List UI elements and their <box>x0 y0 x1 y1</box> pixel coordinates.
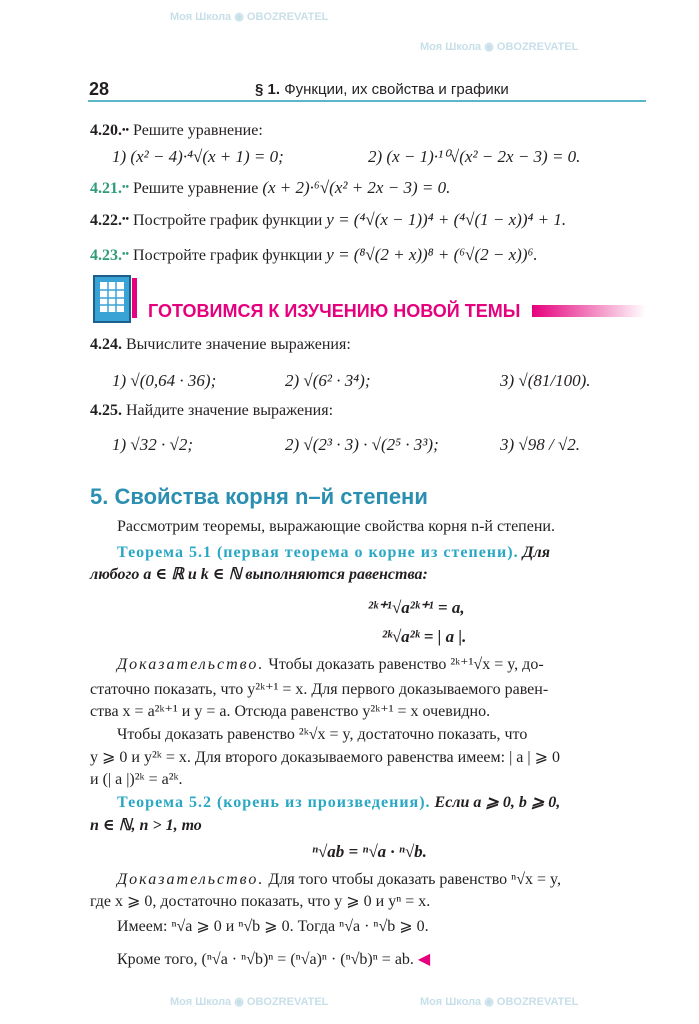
exercise-4-20-item-2: 2) (x − 1)·¹⁰√(x² − 2x − 3) = 0. <box>368 147 581 166</box>
theorem-5-2-statement: n ∈ ℕ, n > 1, то <box>90 817 202 834</box>
watermark: Моя Школа ◉ OBOZREVATEL <box>170 996 329 1008</box>
exercise-4-23: 4.23.•• Постройте график функции y = (⁸√(2 + x))⁸ + (⁶√(2 − x))⁶. <box>90 245 538 264</box>
theorem-5-2-formula: ⁿ√ab = ⁿ√a · ⁿ√b. <box>312 842 427 861</box>
watermark: Моя Школа ◉ OBOZREVATEL <box>420 996 579 1008</box>
proof-2-line: Кроме того, (ⁿ√a · ⁿ√b)ⁿ = (ⁿ√a)ⁿ · (ⁿ√b)ⁿ = ab. ◀ <box>117 951 431 968</box>
proof-1-line: статочно показать, что y²ᵏ⁺¹ = x. Для первого доказываемого равен- <box>90 681 549 698</box>
exercise-4-25: 4.25. Найдите значение выражения: <box>90 402 334 419</box>
proof-1-line: Чтобы доказать равенство ²ᵏ√x = y, достаточно показать, что <box>117 726 528 743</box>
running-header: § 1. Функции, их свойства и графики <box>255 81 509 98</box>
exercise-4-24-item-1: 1) √(0,64 · 36); <box>112 371 217 390</box>
proof-1-line: y ⩾ 0 и y²ᵏ = x. Для второго доказываемого равенства имеем: | a | ⩾ 0 <box>90 749 561 766</box>
page-number: 28 <box>89 79 110 99</box>
theorem-5-1-header: Теорема 5.1 (первая теорема о корне из степени). Для <box>117 544 550 561</box>
exercise-4-22: 4.22.•• Постройте график функции y = (⁴√(x − 1))⁴ + (⁴√(1 − x))⁴ + 1. <box>90 210 567 229</box>
exercise-4-25-item-2: 2) √(2³ · 3) · √(2⁵ · 3³); <box>285 435 439 454</box>
header-rule <box>88 100 646 102</box>
notebook-icon <box>92 274 138 326</box>
exercise-4-20-item-1: 1) (x² − 4)·⁴√(x + 1) = 0; <box>112 147 284 166</box>
theorem-5-1-formula-2: ²ᵏ√a²ᵏ = | a |. <box>382 627 467 646</box>
banner-title: ГОТОВИМСЯ К ИЗУЧЕНИЮ НОВОЙ ТЕМЫ <box>148 301 521 321</box>
exercise-4-24: 4.24. Вычислите значение выражения: <box>90 336 351 353</box>
exercise-4-25-item-1: 1) √32 · √2; <box>112 435 193 454</box>
exercise-4-24-item-2: 2) √(6² · 3⁴); <box>285 371 371 390</box>
exercise-4-21: 4.21.•• Решите уравнение (x + 2)·⁶√(x² + 2x − 3) = 0. <box>90 178 451 197</box>
watermark: Моя Школа ◉ OBOZREVATEL <box>170 11 329 23</box>
exercise-4-25-item-3: 3) √98 / √2. <box>500 435 581 454</box>
proof-2-line: Доказательство. Для того чтобы доказать равенство ⁿ√x = y, <box>117 871 561 888</box>
proof-1-line: и (| a |)²ᵏ = a²ᵏ. <box>90 771 183 788</box>
banner-bar <box>532 305 646 317</box>
proof-2-line: Имеем: ⁿ√a ⩾ 0 и ⁿ√b ⩾ 0. Тогда ⁿ√a · ⁿ√b ⩾ 0. <box>117 918 429 935</box>
section-title: 5. Свойства корня n–й степени <box>90 484 428 509</box>
theorem-5-1-formula-1: ²ᵏ⁺¹√a²ᵏ⁺¹ = a, <box>368 598 465 617</box>
section-intro: Рассмотрим теоремы, выражающие свойства корня n-й степени. <box>117 518 555 535</box>
exercise-4-24-item-3: 3) √(81/100). <box>500 371 591 390</box>
proof-2-line: где x ⩾ 0, достаточно показать, что y ⩾ 0 и yⁿ = x. <box>90 893 431 910</box>
proof-1-line: ства x = a²ᵏ⁺¹ и y = a. Отсюда равенство y²ᵏ⁺¹ = x очевидно. <box>90 703 491 720</box>
theorem-5-1-statement: любого a ∈ ℝ и k ∈ ℕ выполняются равенства: <box>90 566 428 583</box>
end-of-proof-icon: ◀ <box>417 951 431 968</box>
watermark: Моя Школа ◉ OBOZREVATEL <box>420 41 579 53</box>
theorem-5-2-header: Теорема 5.2 (корень из произведения). Если a ⩾ 0, b ⩾ 0, <box>117 794 561 811</box>
exercise-4-20: 4.20.•• Решите уравнение: <box>90 122 263 139</box>
proof-1-line: Доказательство. Чтобы доказать равенство ²ᵏ⁺¹√x = y, до- <box>117 656 544 673</box>
